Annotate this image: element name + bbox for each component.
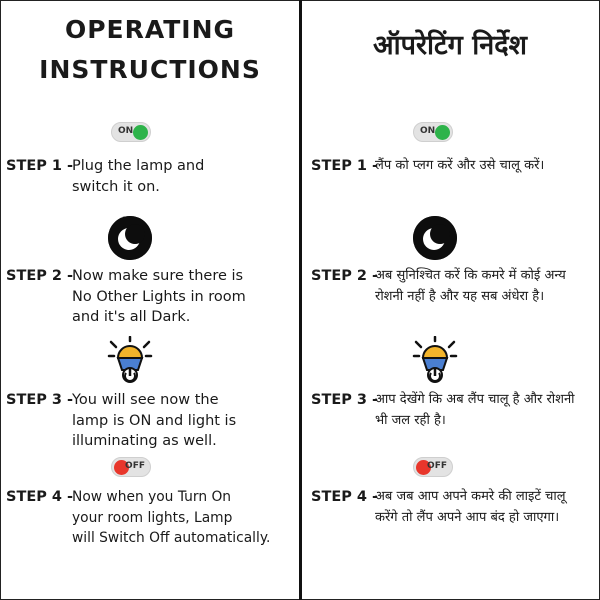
english-step-3-label: STEP 3 -: [6, 392, 74, 408]
toggle-off-text: OFF: [427, 461, 447, 471]
lightbulb-icon: [412, 336, 458, 388]
english-step-3-text: [72, 390, 236, 452]
toggle-on-icon: [111, 122, 151, 142]
english-step-2-text: [72, 266, 246, 328]
hindi-step-2-label: STEP 2 -: [311, 268, 379, 284]
toggle-off-icon: [111, 457, 151, 477]
english-title-line2: INSTRUCTIONS: [39, 55, 261, 84]
moon-icon-graphic: [108, 216, 152, 260]
toggle-off-icon: [413, 457, 453, 477]
english-step-4-label: STEP 4 -: [6, 489, 74, 505]
english-step-2-label: STEP 2 -: [6, 268, 74, 284]
hindi-title: ऑपरेटिंग निर्देश: [373, 30, 527, 61]
english-step-1-line: Plug the lamp and: [72, 158, 205, 174]
toggle-on-text: ON: [118, 126, 134, 136]
lightbulb-icon: [107, 336, 153, 388]
hindi-step-1-line: लैंप को प्लग करें और उसे चालू करें।: [375, 158, 545, 173]
toggle-on-text: ON: [420, 126, 436, 136]
hindi-step-2-line: रोशनी नहीं है और यह सब अंधेरा है।: [375, 288, 545, 304]
hindi-step-4-label: STEP 4 -: [311, 489, 379, 505]
moon-icon: [108, 216, 152, 260]
toggle-on-knob: [435, 125, 450, 140]
english-step-4-text: [72, 487, 270, 549]
hindi-step-2-line: अब सुनिश्चित करें कि कमरे में कोई अन्य: [375, 268, 566, 283]
hindi-column: [300, 0, 600, 600]
english-step-1-line: switch it on.: [72, 178, 160, 195]
english-step-3-line: illuminating as well.: [72, 433, 217, 449]
english-step-2-line: and it's all Dark.: [72, 309, 191, 325]
hindi-step-4-line: अब जब आप अपने कमरे की लाइटें चालू: [375, 489, 566, 504]
english-step-2-line: No Other Lights in room: [72, 288, 246, 305]
hindi-step-3-line: आप देखेंगे कि अब लैंप चालू है और रोशनी: [375, 392, 575, 407]
english-step-4-line: will Switch Off automatically.: [72, 530, 271, 546]
english-title: [0, 10, 300, 90]
toggle-on-knob: [133, 125, 148, 140]
toggle-on-icon: [413, 122, 453, 142]
hindi-step-3-line: भी जल रही है।: [375, 412, 446, 428]
hindi-step-1-text: [375, 156, 544, 177]
hindi-step-2-text: [375, 266, 566, 307]
english-step-4-line: your room lights, Lamp: [72, 509, 233, 526]
moon-icon-graphic: [413, 216, 457, 260]
lightbulb-icon-graphic: [107, 336, 153, 384]
hindi-step-3-text: [375, 390, 575, 431]
english-step-3-line: lamp is ON and light is: [72, 412, 237, 429]
moon-icon: [413, 216, 457, 260]
english-step-3-line: You will see now the: [72, 392, 219, 408]
toggle-off-text: OFF: [125, 461, 145, 471]
english-title-line1: OPERATING: [64, 15, 236, 44]
english-step-1-label: STEP 1 -: [6, 158, 74, 174]
hindi-step-4-line: करेंगे तो लैंप अपने आप बंद हो जाएगा।: [375, 509, 560, 525]
lightbulb-icon-graphic: [412, 336, 458, 384]
english-step-1-text: [72, 156, 204, 197]
hindi-step-4-text: [375, 487, 566, 528]
hindi-step-3-label: STEP 3 -: [311, 392, 379, 408]
english-step-4-line: Now when you Turn On: [72, 489, 232, 505]
english-step-2-line: Now make sure there is: [72, 268, 244, 284]
hindi-step-1-label: STEP 1 -: [311, 158, 379, 174]
